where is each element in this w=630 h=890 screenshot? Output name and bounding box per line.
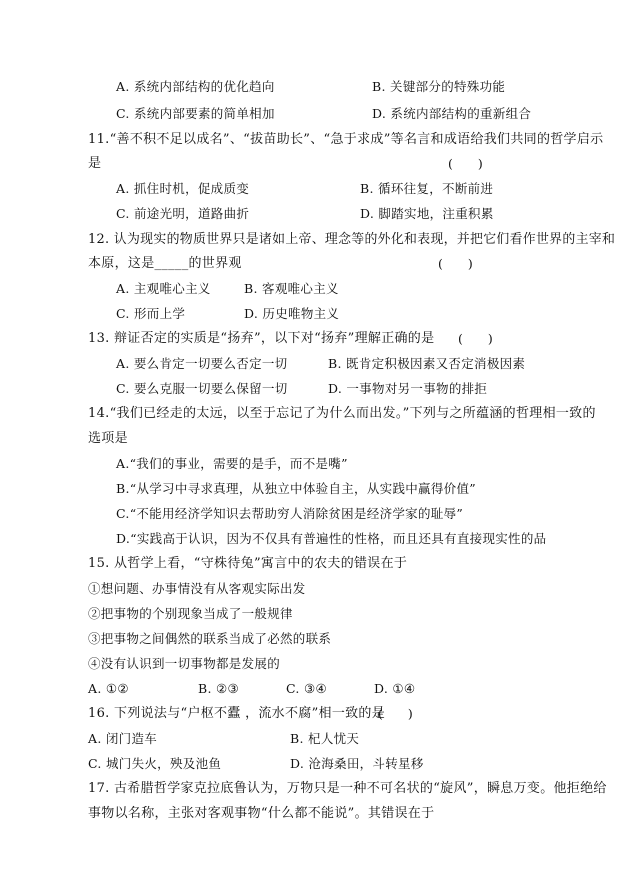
q16-answer-paren: ( ) — [378, 706, 413, 721]
q11-option-d: D. 脚踏实地，注重积累 — [360, 206, 494, 221]
q14-option-d: D.“实践高于认识，因为不仅具有普遍性的性格，而且还具有直接现实性的品 — [116, 531, 547, 546]
q10-option-d: D. 系统内部结构的重新组合 — [372, 106, 532, 121]
q12-option-d: D. 历史唯物主义 — [244, 306, 340, 321]
q16-option-d: D. 沧海桑田，斗转星移 — [290, 756, 424, 771]
q14-stem-line1: 14.“我们已经走的太远，以至于忘记了为什么而出发。”下列与之所蕴涵的哲理相一致的 — [88, 406, 596, 421]
q10-option-a: A. 系统内部结构的优化趋向 — [116, 79, 275, 94]
q12-option-a: A. 主观唯心主义 — [116, 281, 211, 296]
q13-option-a: A. 要么肯定一切要么否定一切 — [116, 356, 288, 371]
q10-option-c: C. 系统内部要素的简单相加 — [116, 106, 275, 121]
q11-option-c: C. 前途光明，道路曲折 — [116, 206, 250, 221]
q15-statement-4: ④没有认识到一切事物都是发展的 — [88, 656, 281, 671]
q14-option-a: A.“我们的事业，需要的是手，而不是嘴” — [116, 456, 348, 471]
q12-option-c: C. 形而上学 — [116, 306, 186, 321]
q15-option-b: B. ②③ — [198, 681, 240, 696]
q17-stem-line1: 17. 古希腊哲学家克拉底鲁认为，万物只是一种不可名状的“旋风”，瞬息万变。他拒绝给 — [88, 781, 607, 796]
q16-stem: 16. 下列说法与“户枢不蠹 ，流水不腐”相一致的是 — [88, 706, 386, 721]
q15-statement-2: ②把事物的个别现象当成了一般规律 — [88, 606, 293, 621]
q15-statement-1: ①想问题、办事情没有从客观实际出发 — [88, 581, 306, 596]
q10-option-b: B. 关键部分的特殊功能 — [372, 79, 506, 94]
q12-stem-line2: 本原，这是_____的世界观 — [88, 256, 242, 271]
q11-option-b: B. 循环往复，不断前进 — [360, 181, 494, 196]
q15-option-c: C. ③④ — [286, 681, 327, 696]
q11-stem-line1: 11.“善不积不足以成名”、“拔苗助长”、“急于求成”等名言和成语给我们共同的哲学启示 — [88, 132, 604, 147]
q14-option-b: B.“从学习中寻求真理，从独立中体验自主，从实践中赢得价值” — [116, 481, 476, 496]
q16-option-a: A. 闭门造车 — [88, 731, 158, 746]
q12-stem-line1: 12. 认为现实的物质世界只是诸如上帝、理念等的外化和表现，并把它们看作世界的主宰和 — [88, 232, 616, 247]
q15-option-a: A. ①② — [88, 681, 129, 696]
q14-option-c: C.“不能用经济学知识去帮助穷人消除贫困是经济学家的耻辱” — [116, 506, 464, 521]
q13-option-c: C. 要么克服一切要么保留一切 — [116, 381, 288, 396]
q14-stem-line2: 选项是 — [88, 431, 128, 446]
q13-option-b: B. 既肯定积极因素又否定消极因素 — [328, 356, 526, 371]
q13-option-d: D. 一事物对另一事物的排拒 — [328, 381, 488, 396]
q15-statement-3: ③把事物之间偶然的联系当成了必然的联系 — [88, 631, 332, 646]
q11-option-a: A. 抓住时机，促成质变 — [116, 181, 250, 196]
q13-stem: 13. 辩证否定的实质是“扬弃”，以下对“扬弃”理解正确的是 — [88, 331, 435, 346]
q15-option-d: D. ①④ — [374, 681, 416, 696]
q11-answer-paren: ( ) — [448, 156, 483, 171]
q13-answer-paren: ( ) — [458, 331, 493, 346]
q16-option-b: B. 杞人忧天 — [290, 731, 360, 746]
q15-stem: 15. 从哲学上看，“守株待兔”寓言中的农夫的错误在于 — [88, 556, 408, 571]
q11-stem-line2: 是 — [88, 156, 102, 171]
q12-option-b: B. 客观唯心主义 — [244, 281, 339, 296]
q16-option-c: C. 城门失火，殃及池鱼 — [88, 756, 222, 771]
q17-stem-line2: 事物以名称，主张对客观事物“什么都不能说”。其错误在于 — [88, 806, 435, 821]
q12-answer-paren: ( ) — [438, 256, 473, 271]
